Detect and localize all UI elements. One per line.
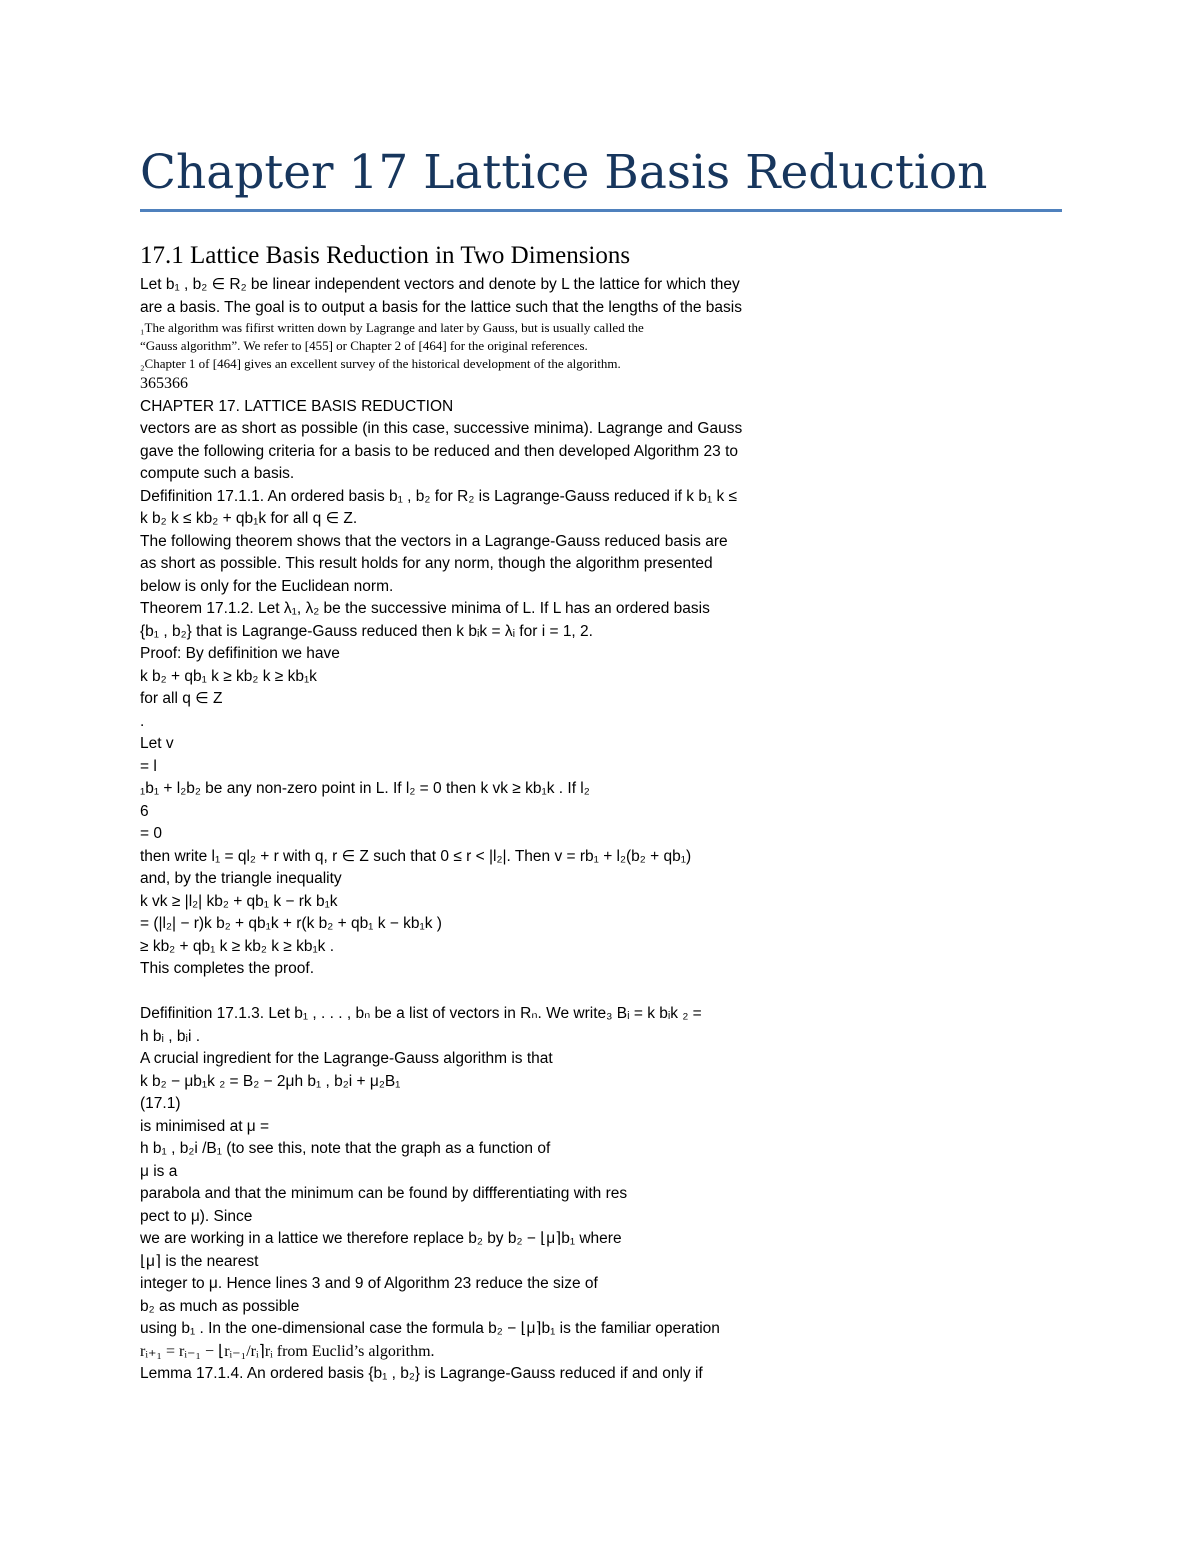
text-line: Lemma 17.1.4. An ordered basis {b₁ , b₂} is Lagrange-Gauss reduced if and only if: [140, 1365, 703, 1382]
text-line: pect to μ). Since: [140, 1207, 253, 1225]
footnote-line: “Gauss algorithm”. We refer to [455] or Chapter 2 of [464] for the original references.: [140, 338, 588, 353]
text-line: integer to μ. Hence lines 3 and 9 of Algorithm 23 reduce the size of: [140, 1275, 598, 1292]
text-line: h b₁ , b₂i /B₁ (to see this, note that the graph as a function of: [140, 1140, 551, 1157]
text-line: 365366: [140, 375, 188, 392]
text-line: below is only for the Euclidean norm.: [140, 577, 394, 595]
body-text: [140, 274, 1080, 1386]
text-line: as short as possible. This result holds for any norm, though the algorithm presented: [140, 555, 713, 572]
text-line: Proof: By defifinition we have: [140, 645, 340, 662]
text-line: k b₂ + qb₁ k ≥ kb₂ k ≥ kb₁k: [140, 667, 317, 685]
text-line: Let v: [140, 735, 174, 752]
text-line: ₁b₁ + l₂b₂ be any non-zero point in L. If l₂ = 0 then k vk ≥ kb₁k . If l₂: [140, 780, 590, 797]
text-line: = (|l₂| − r)k b₂ + qb₁k + r(k b₂ + qb₁ k − kb₁k ): [140, 915, 442, 932]
text-line: CHAPTER 17. LATTICE BASIS REDUCTION: [140, 397, 454, 415]
chapter-title: Chapter 17 Lattice Basis Reduction: [140, 145, 988, 200]
footnote-line: ₂Chapter 1 of [464] gives an excellent survey of the historical development of the algorithm.: [140, 356, 621, 371]
text-line: Theorem 17.1.2. Let λ₁, λ₂ be the successive minima of L. If L has an ordered basis: [140, 600, 710, 617]
text-line: rᵢ₊₁ = rᵢ₋₁ − ⌊rᵢ₋₁/rᵢ⌉rᵢ from Euclid’s algorithm.: [140, 1342, 435, 1360]
text-line: using b₁ . In the one-dimensional case the formula b₂ − ⌊μ⌉b₁ is the familiar operation: [140, 1320, 720, 1337]
text-line: vectors are as short as possible (in this case, successive minima). Lagrange and Gauss: [140, 420, 743, 437]
text-line: .: [140, 712, 145, 730]
text-line: h bᵢ , bᵢi .: [140, 1027, 201, 1045]
section-heading: 17.1 Lattice Basis Reduction in Two Dimensions: [140, 242, 631, 269]
text-line: Defifinition 17.1.1. An ordered basis b₁ , b₂ for R₂ is Lagrange-Gauss reduced if k b₁ k ≤: [140, 487, 738, 505]
text-line: The following theorem shows that the vectors in a Lagrange-Gauss reduced basis are: [140, 532, 728, 550]
text-line: [140, 981, 1080, 1004]
footnote-line: ₁The algorithm was fifirst written down by Lagrange and later by Gauss, but is usually called the: [140, 320, 644, 335]
text-line: is minimised at μ =: [140, 1117, 270, 1135]
text-line: we are working in a lattice we therefore replace b₂ by b₂ − ⌊μ⌉b₁ where: [140, 1230, 622, 1247]
text-line: This completes the proof.: [140, 960, 315, 977]
text-line: Let b₁ , b₂ ∈ R₂ be linear independent vectors and denote by L the lattice for which they: [140, 276, 740, 293]
text-line: Defifinition 17.1.3. Let b₁ , . . . , bₙ be a list of vectors in Rₙ. We write₃ Bᵢ = k bᵢk ₂ =: [140, 1005, 702, 1022]
text-line: parabola and that the minimum can be found by diffferentiating with res: [140, 1185, 628, 1202]
text-line: ≥ kb₂ + qb₁ k ≥ kb₂ k ≥ kb₁k .: [140, 937, 335, 955]
text-line: gave the following criteria for a basis to be reduced and then developed Algorithm 23 to: [140, 442, 738, 460]
text-line: are a basis. The goal is to output a basis for the lattice such that the lengths of the basis: [140, 298, 742, 316]
text-line: and, by the triangle inequality: [140, 870, 342, 887]
text-line: then write l₁ = ql₂ + r with q, r ∈ Z such that 0 ≤ r < |l₂|. Then v = rb₁ + l₂(b₂ + qb₁): [140, 847, 692, 865]
text-line: for all q ∈ Z: [140, 690, 223, 707]
text-line: ⌊μ⌉ is the nearest: [140, 1252, 259, 1270]
text-line: A crucial ingredient for the Lagrange-Gauss algorithm is that: [140, 1050, 553, 1067]
text-line: compute such a basis.: [140, 465, 295, 482]
text-line: {b₁ , b₂} that is Lagrange-Gauss reduced then k bᵢk = λᵢ for i = 1, 2.: [140, 622, 593, 640]
text-line: b₂ as much as possible: [140, 1297, 300, 1315]
text-line: = l: [140, 757, 157, 775]
text-line: = 0: [140, 825, 162, 842]
text-line: μ is a: [140, 1162, 178, 1180]
text-line: k vk ≥ |l₂| kb₂ + qb₁ k − rk b₁k: [140, 892, 338, 910]
text-line: (17.1): [140, 1095, 181, 1112]
text-line: 6: [140, 802, 149, 820]
title-underline: [140, 209, 1062, 212]
text-line: k b₂ k ≤ kb₂ + qb₁k for all q ∈ Z.: [140, 510, 358, 527]
text-line: k b₂ − μb₁k ₂ = B₂ − 2μh b₁ , b₂i + μ₂B₁: [140, 1072, 401, 1090]
